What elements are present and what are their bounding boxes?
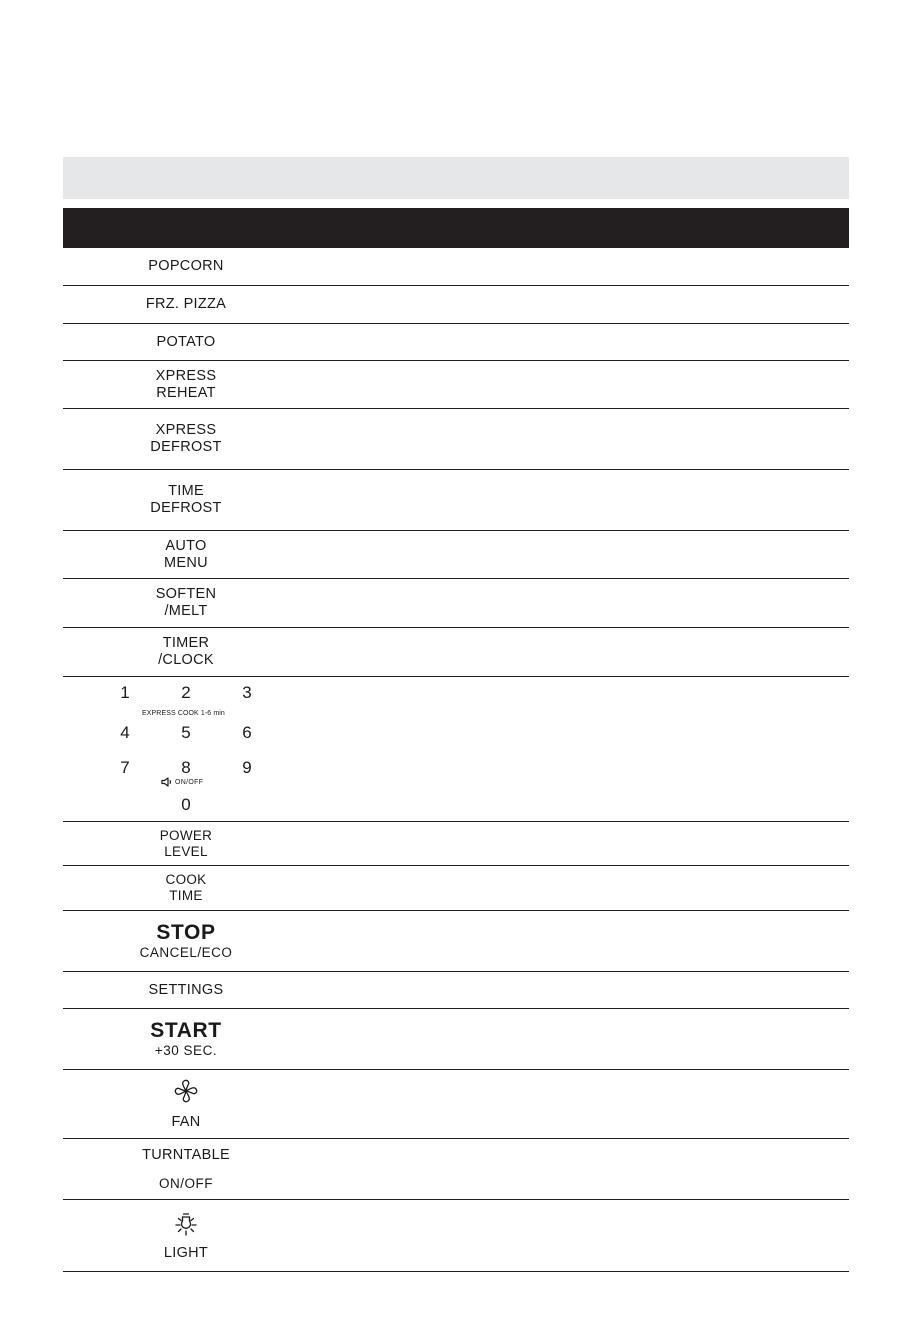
sound-onoff-text: ON/OFF bbox=[175, 778, 204, 786]
key-label: SOFTEN bbox=[155, 586, 217, 602]
key-label: XPRESS bbox=[155, 422, 217, 438]
key-label: /CLOCK bbox=[158, 652, 214, 668]
key-label: TIME bbox=[169, 888, 203, 903]
table-header-band bbox=[63, 208, 849, 248]
table-row bbox=[63, 531, 849, 579]
table-row bbox=[63, 324, 849, 361]
number-pad bbox=[63, 677, 309, 821]
start-label: START bbox=[150, 1019, 222, 1042]
fan-key bbox=[63, 1078, 309, 1131]
key-label: POTATO bbox=[156, 333, 216, 350]
key-label: POPCORN bbox=[148, 258, 224, 274]
soften-melt-key bbox=[63, 586, 309, 620]
power-level-key bbox=[63, 828, 309, 860]
sound-toggle-label bbox=[161, 777, 203, 787]
auto-menu-key bbox=[63, 538, 309, 572]
key-label: LIGHT bbox=[163, 1245, 209, 1261]
key-label: DEFROST bbox=[150, 500, 222, 516]
potato-key bbox=[63, 334, 309, 351]
light-key bbox=[63, 1209, 309, 1262]
digit-9: 9 bbox=[242, 758, 252, 777]
key-label: SETTINGS bbox=[148, 981, 224, 998]
digit-4: 4 bbox=[120, 723, 130, 742]
light-bulb-icon bbox=[172, 1209, 200, 1237]
key-label: TIMER bbox=[162, 635, 210, 651]
key-label: REHEAT bbox=[156, 384, 216, 401]
key-label: LEVEL bbox=[164, 843, 208, 859]
turntable-key bbox=[63, 1147, 309, 1192]
table-row bbox=[63, 866, 849, 911]
control-keys-table bbox=[63, 248, 849, 1272]
stop-label: STOP bbox=[156, 921, 216, 944]
table-row bbox=[63, 822, 849, 866]
table-row bbox=[63, 1200, 849, 1272]
table-row bbox=[63, 1009, 849, 1070]
table-title-band bbox=[63, 157, 849, 199]
turntable-onoff-label: ON/OFF bbox=[159, 1175, 213, 1191]
xpress-defrost-key bbox=[63, 422, 309, 456]
express-cook-label: EXPRESS COOK 1-6 min bbox=[142, 710, 225, 717]
table-row bbox=[63, 1139, 849, 1200]
digit-7: 7 bbox=[120, 758, 130, 777]
key-label: MENU bbox=[164, 554, 208, 571]
table-row bbox=[63, 911, 849, 972]
digit-0: 0 bbox=[181, 795, 191, 814]
cancel-eco-label: CANCEL/ECO bbox=[139, 945, 233, 960]
speaker-icon bbox=[161, 777, 173, 787]
popcorn-key bbox=[63, 258, 309, 275]
timer-clock-key bbox=[63, 635, 309, 669]
digit-2: 2 bbox=[181, 683, 191, 702]
key-label: COOK bbox=[165, 872, 207, 887]
key-label: /MELT bbox=[164, 603, 208, 619]
start-30sec-key bbox=[63, 1019, 309, 1059]
settings-key bbox=[63, 982, 309, 999]
table-row bbox=[63, 677, 849, 822]
key-label: AUTO bbox=[165, 537, 207, 554]
plus-30-sec-label: +30 SEC. bbox=[154, 1043, 218, 1058]
time-defrost-key bbox=[63, 483, 309, 517]
table-row bbox=[63, 409, 849, 470]
key-label: TIME bbox=[168, 483, 204, 499]
frz-pizza-key bbox=[63, 296, 309, 313]
digit-3: 3 bbox=[242, 683, 252, 702]
key-label: DEFROST bbox=[150, 439, 222, 455]
stop-cancel-eco-key bbox=[63, 921, 309, 961]
digit-8: 8 bbox=[181, 758, 191, 777]
digit-6: 6 bbox=[242, 723, 252, 742]
table-row bbox=[63, 628, 849, 677]
table-row bbox=[63, 1070, 849, 1139]
key-label: FAN bbox=[171, 1113, 201, 1130]
digit-5: 5 bbox=[181, 723, 191, 742]
table-row bbox=[63, 579, 849, 628]
key-label: TURNTABLE bbox=[142, 1146, 230, 1163]
table-row bbox=[63, 470, 849, 531]
table-row bbox=[63, 248, 849, 286]
key-label: FRZ. PIZZA bbox=[145, 296, 227, 312]
table-row bbox=[63, 361, 849, 409]
key-label: POWER bbox=[159, 827, 213, 843]
cook-time-key bbox=[63, 872, 309, 904]
xpress-reheat-key bbox=[63, 368, 309, 402]
key-label: XPRESS bbox=[155, 367, 217, 384]
table-row bbox=[63, 972, 849, 1009]
table-row bbox=[63, 286, 849, 324]
digit-1: 1 bbox=[120, 683, 130, 702]
fan-icon bbox=[173, 1078, 199, 1104]
